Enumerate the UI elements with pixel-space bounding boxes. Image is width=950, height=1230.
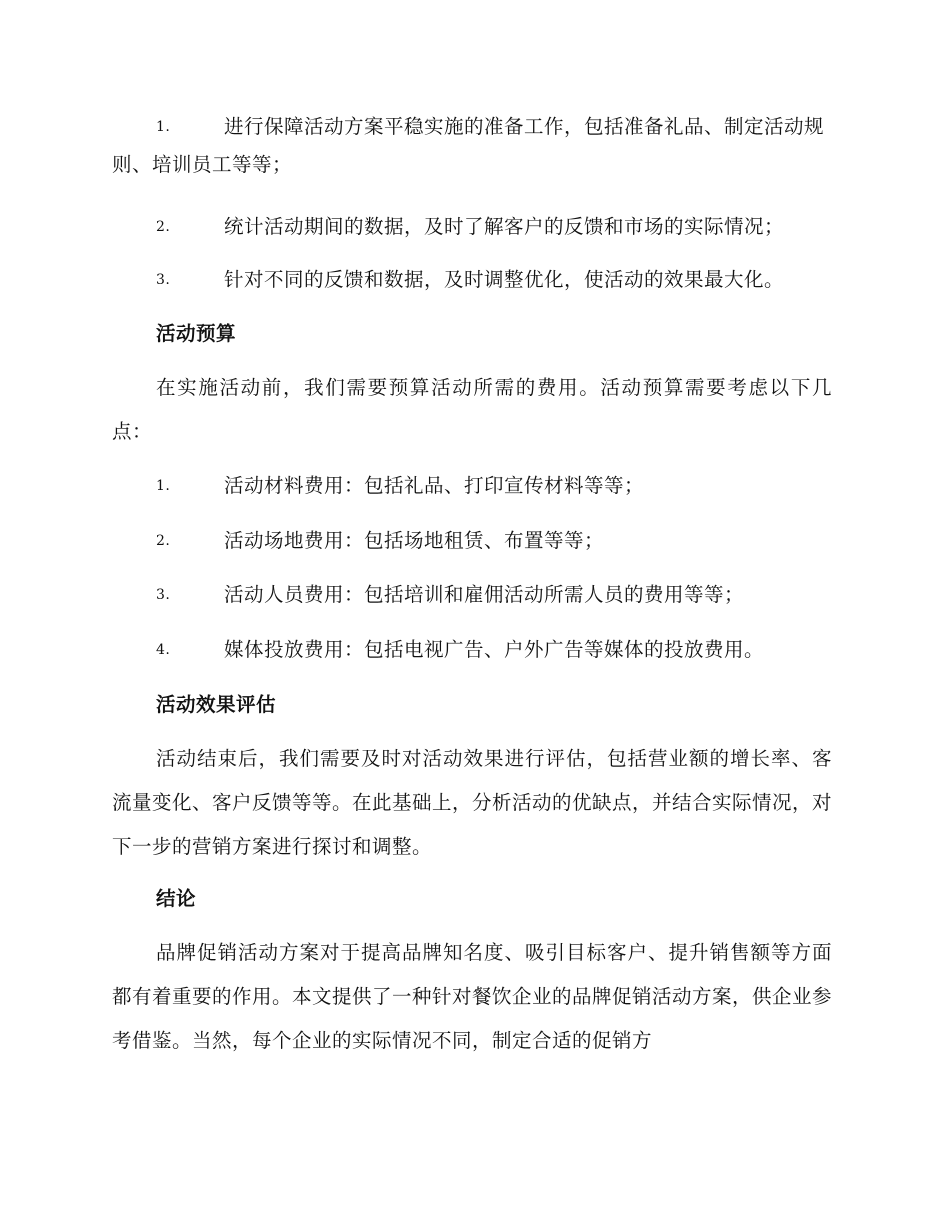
list-text: 统计活动期间的数据，及时了解客户的反馈和市场的实际情况； xyxy=(224,215,785,238)
list-item xyxy=(112,261,832,299)
list-item xyxy=(112,108,832,184)
list-item xyxy=(112,467,832,505)
list-text: 活动材料费用：包括礼品、打印宣传材料等等； xyxy=(224,474,645,497)
evaluation-paragraph: 活动结束后，我们需要及时对活动效果进行评估，包括营业额的增长率、客流量变化、客户反馈等等。在此基础上，分析活动的优缺点，并结合实际情况，对下一步的营销方案进行探讨和调整。 xyxy=(112,747,833,858)
list-number: 4. xyxy=(156,642,171,658)
list-text: 活动人员费用：包括培训和雇佣活动所需人员的费用等等； xyxy=(224,583,745,606)
budget-intro-paragraph: 在实施活动前，我们需要预算活动所需的费用。活动预算需要考虑以下几点： xyxy=(112,376,832,443)
list-number: 3. xyxy=(156,272,171,288)
list-item xyxy=(112,208,832,246)
list-text: 针对不同的反馈和数据，及时调整优化，使活动的效果最大化。 xyxy=(224,268,785,291)
section-heading-evaluation: 活动效果评估 xyxy=(156,693,277,716)
list-number: 1. xyxy=(156,119,171,135)
list-number: 2. xyxy=(156,219,171,235)
list-item xyxy=(112,522,832,560)
conclusion-paragraph: 品牌促销活动方案对于提高品牌知名度、吸引目标客户、提升销售额等方面都有着重要的作用。本文提供了一种针对餐饮企业的品牌促销活动方案，供企业参考借鉴。当然，每个企业的实际情况不同，制定合适的促销方 xyxy=(112,941,833,1052)
list-number: 1. xyxy=(156,478,171,494)
list-text: 活动场地费用：包括场地租赁、布置等等； xyxy=(224,529,605,552)
section-heading-conclusion: 结论 xyxy=(156,887,197,910)
section-heading-budget: 活动预算 xyxy=(156,322,237,345)
list-number: 3. xyxy=(156,587,171,603)
list-text: 媒体投放费用：包括电视广告、户外广告等媒体的投放费用。 xyxy=(224,638,765,661)
list-item xyxy=(112,576,832,614)
list-text: 进行保障活动方案平稳实施的准备工作，包括准备礼品、制定活动规则、培训员工等等； xyxy=(112,115,825,176)
list-item xyxy=(112,631,832,669)
list-number: 2. xyxy=(156,533,171,549)
